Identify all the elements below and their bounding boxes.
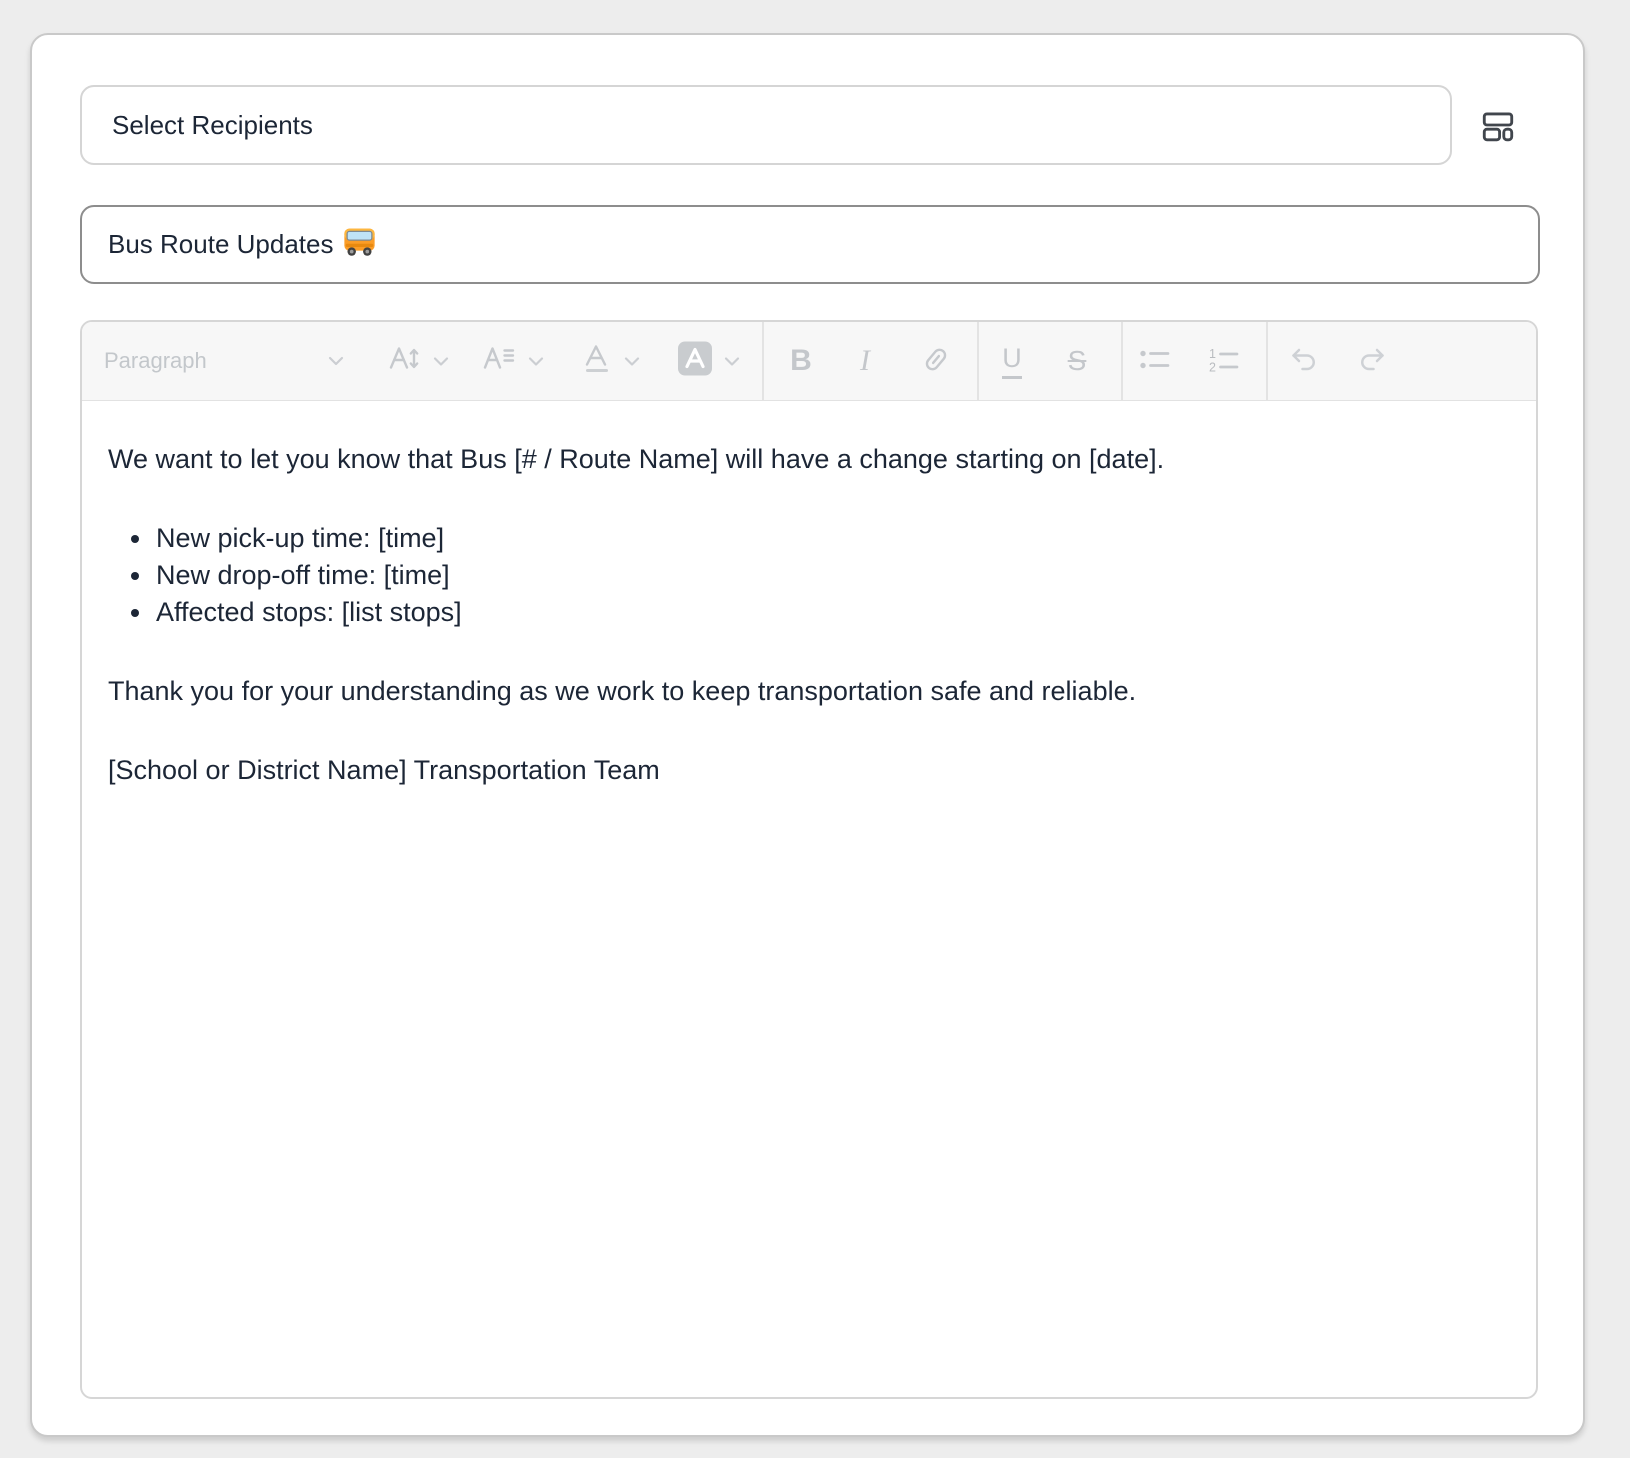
editor-toolbar	[82, 322, 1536, 401]
undo-button[interactable]	[1284, 343, 1324, 380]
toolbar-divider	[1121, 322, 1123, 400]
recipients-select[interactable]	[80, 85, 1452, 165]
chevron-down-icon	[433, 356, 449, 366]
list-item: • Affected stops: [list stops]	[154, 594, 1496, 631]
underline-label: U	[1002, 343, 1022, 379]
message-paragraph-intro: We want to let you know that Bus [# / Route Name] will have a change starting on [date].	[108, 444, 1165, 474]
message-paragraph-thanks: Thank you for your understanding as we work to keep transportation safe and reliable.	[108, 676, 1137, 706]
message-paragraph-signature: [School or District Name] Transportation Team	[108, 755, 660, 785]
bold-label: B	[790, 344, 812, 377]
block-format-dropdown[interactable]	[104, 348, 344, 374]
text-color-icon	[582, 343, 612, 380]
link-button[interactable]	[916, 343, 956, 380]
text-color-button[interactable]	[582, 343, 640, 380]
svg-text:2: 2	[1209, 360, 1216, 375]
line-height-button[interactable]	[482, 343, 544, 380]
font-size-icon	[387, 343, 421, 380]
underline-button[interactable]	[992, 343, 1032, 379]
recipients-select-value: Select Recipients	[112, 109, 313, 140]
chevron-down-icon	[328, 356, 344, 366]
list-item: • New drop-off time: [time]	[154, 557, 1496, 594]
ordered-list-button[interactable]	[1204, 344, 1244, 379]
bullet-list-button[interactable]	[1135, 344, 1175, 379]
subject-input[interactable]	[80, 205, 1540, 284]
school-bus-emoji	[343, 226, 376, 264]
message-bullet-list	[108, 520, 1496, 631]
chevron-down-icon	[528, 356, 544, 366]
redo-icon	[1355, 343, 1389, 380]
bold-button[interactable]	[781, 344, 821, 378]
bullet-list-icon	[1138, 344, 1172, 379]
strikethrough-label: S	[1067, 345, 1087, 376]
strikethrough-button[interactable]	[1057, 345, 1097, 377]
list-item: • New pick-up time: [time]	[154, 520, 1496, 557]
template-layout-button[interactable]	[1478, 106, 1518, 146]
italic-label: I	[860, 344, 870, 377]
chevron-down-icon	[624, 356, 640, 366]
redo-button[interactable]	[1352, 343, 1392, 380]
font-size-button[interactable]	[387, 343, 449, 380]
line-height-icon	[482, 343, 516, 380]
layout-template-icon	[1479, 106, 1517, 147]
toolbar-divider	[1266, 322, 1268, 400]
composer-card	[30, 33, 1585, 1437]
toolbar-divider	[977, 322, 979, 400]
subject-input-value: Bus Route Updates	[108, 229, 334, 259]
toolbar-divider	[762, 322, 764, 400]
link-icon	[919, 343, 953, 380]
ordered-list-icon	[1207, 344, 1241, 379]
block-format-value: Paragraph	[104, 348, 207, 373]
chevron-down-icon	[724, 356, 740, 366]
highlight-color-button[interactable]	[678, 342, 740, 381]
editor-content[interactable]	[82, 401, 1536, 1399]
italic-button[interactable]	[845, 344, 885, 378]
undo-icon	[1287, 343, 1321, 380]
rich-text-editor	[80, 320, 1538, 1399]
svg-text:1: 1	[1209, 347, 1216, 361]
highlight-color-icon	[678, 342, 712, 381]
